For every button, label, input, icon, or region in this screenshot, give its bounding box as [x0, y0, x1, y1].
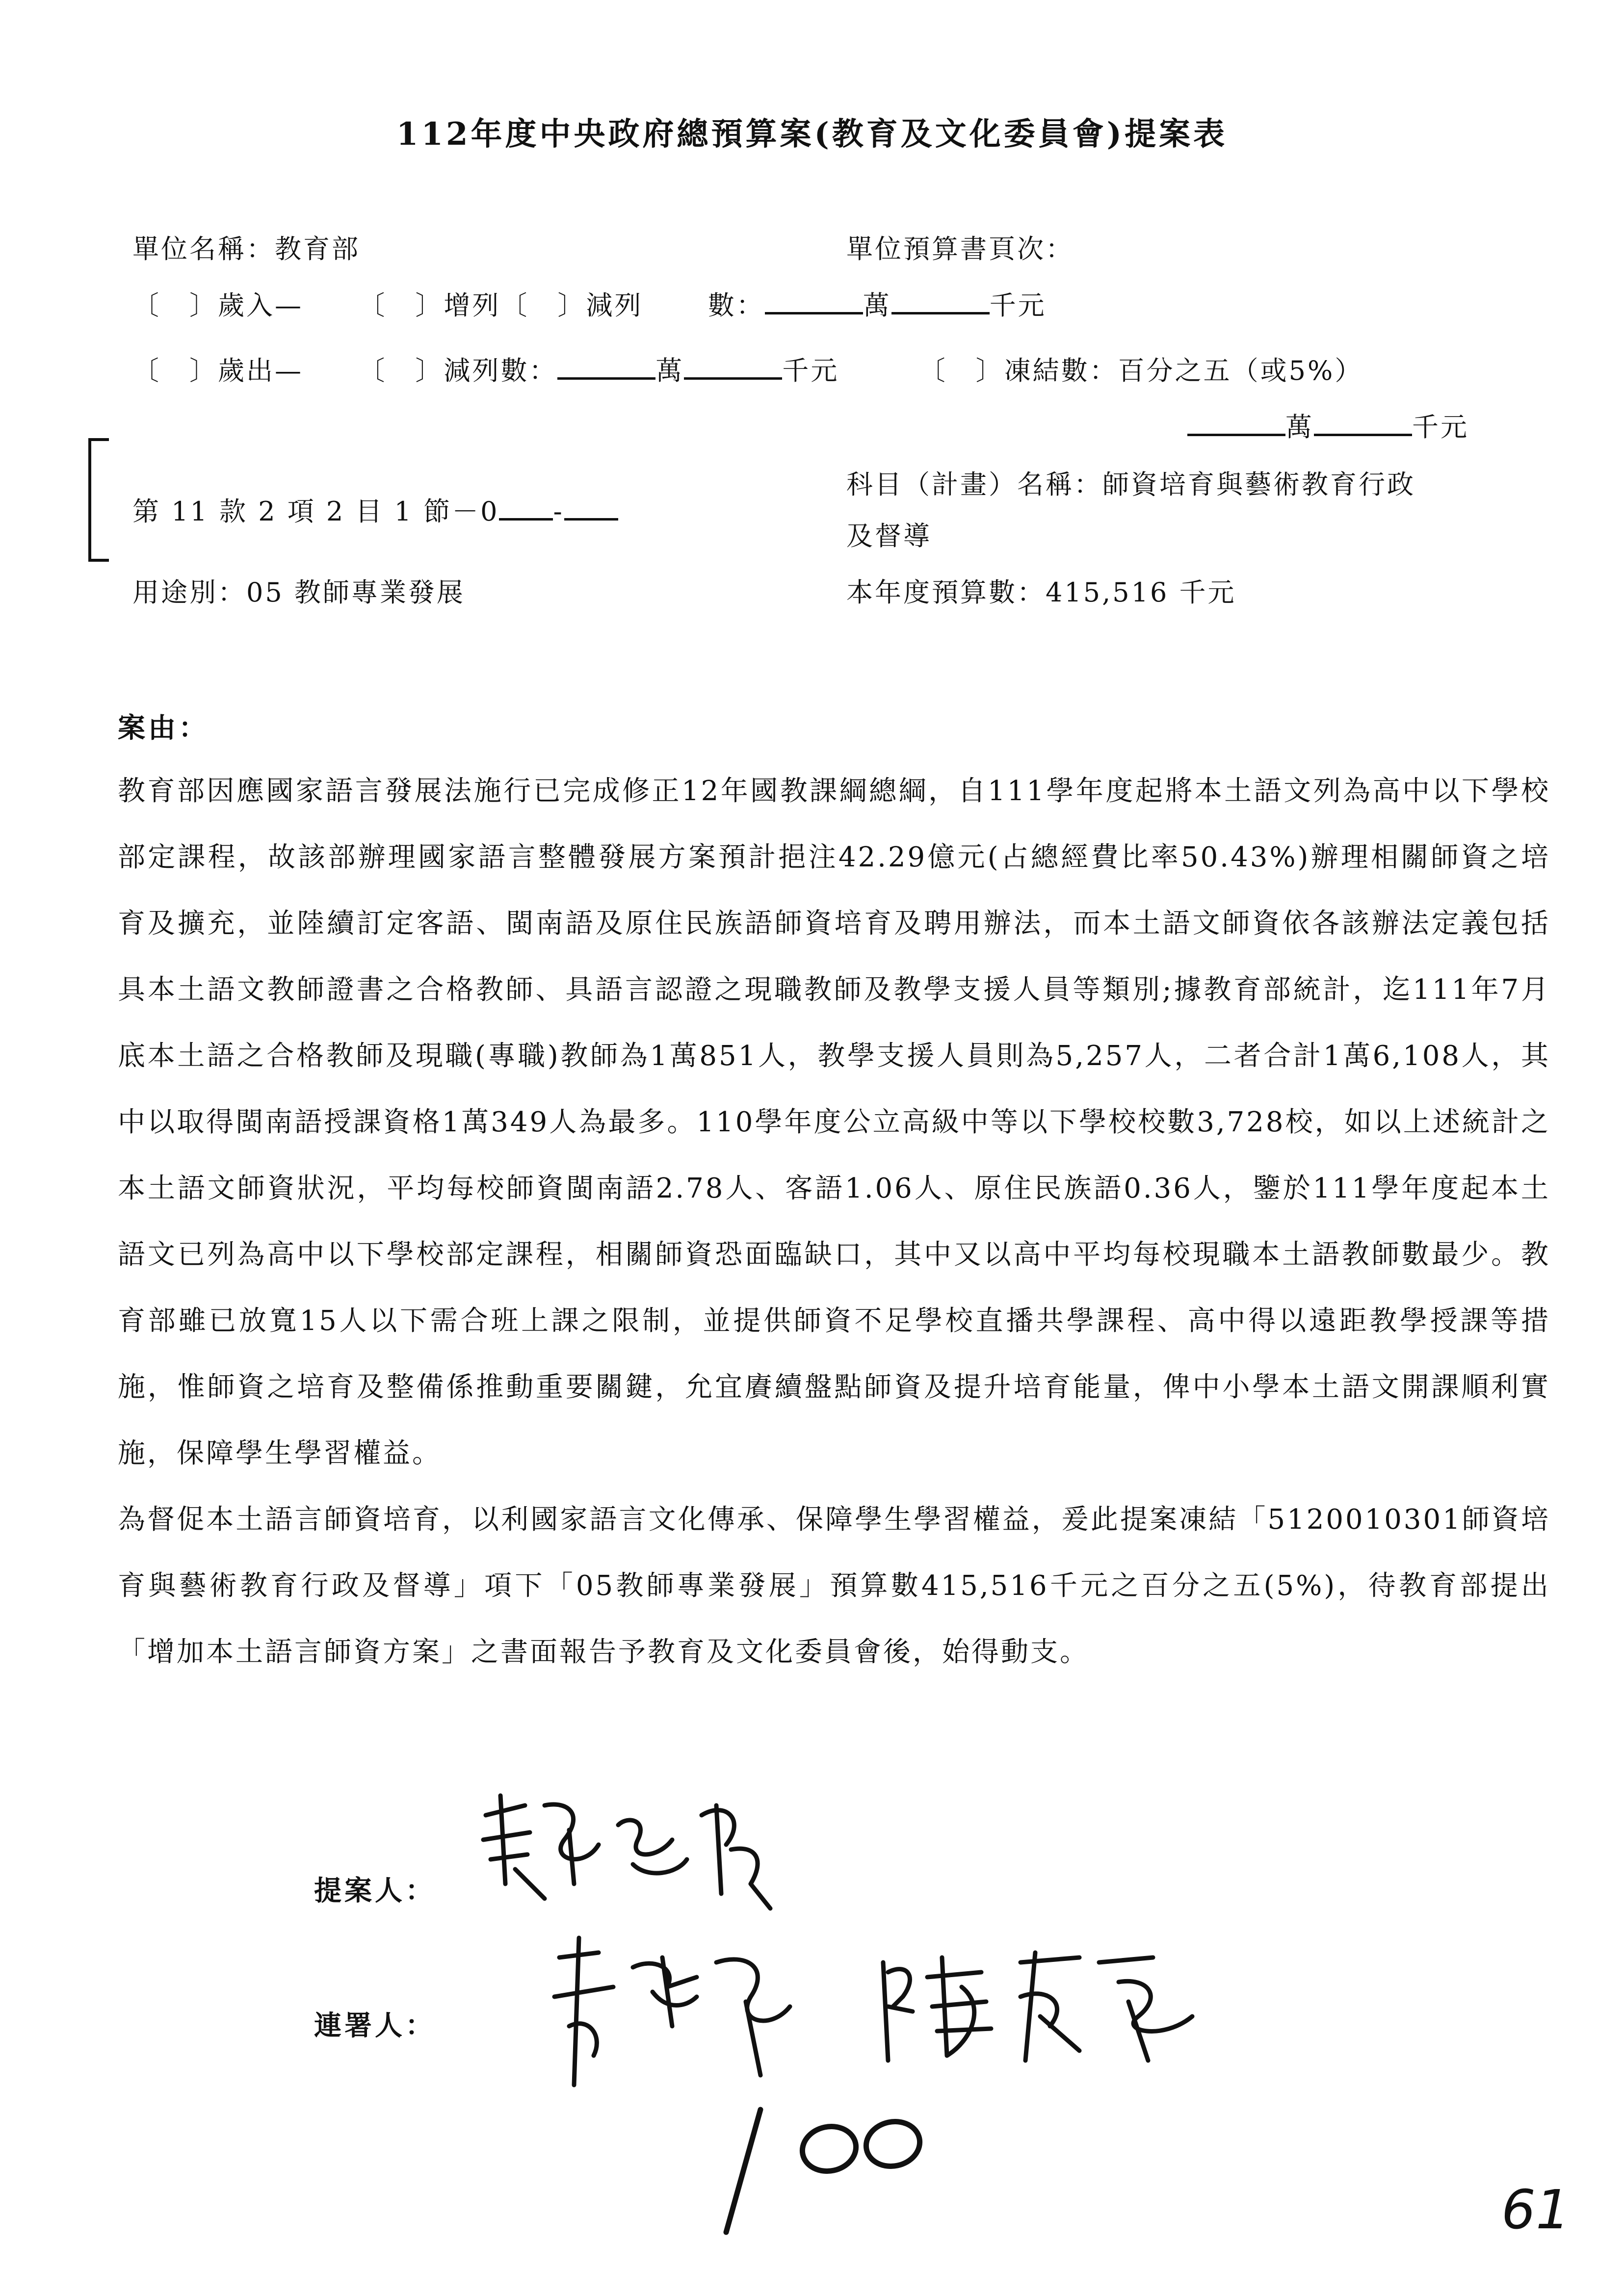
revenue-label: 歲入—	[218, 290, 303, 321]
expense-bracket: 〔 〕	[132, 355, 218, 386]
qian-unit: 千元	[1412, 412, 1469, 443]
reason-body	[118, 758, 1550, 1685]
item-code-text: 第 11 款 2 項 2 目 1 節－0	[132, 496, 499, 527]
reason-paragraph-2: 為督促本土語言師資培育，以利國家語言文化傳承、保障學生學習權益，爰此提案凍結「5120010301師資培育與藝術教育行政及督導」項下「05教師專業發展」預算數415,516千元之百分之五(5%)，待教育部提出「增加本土語言師資方案」之書面報告予教育及文化委員會後，始得動支。	[118, 1504, 1550, 1668]
item-code-blank-1	[499, 495, 553, 521]
item-code-bracket	[88, 438, 109, 562]
wan-blank	[1187, 410, 1285, 436]
item-code-blank-2	[564, 495, 618, 521]
wan-unit: 萬	[1285, 412, 1314, 443]
document-title: 112年度中央政府總預算案(教育及文化委員會)提案表	[396, 116, 1228, 153]
subject-name-line1: 科目（計畫）名稱：師資培育與藝術教育行政	[846, 469, 1415, 500]
increase-label: 增列	[444, 290, 501, 321]
decrease-amount-label: 減列數：	[444, 355, 558, 386]
freeze-bracket: 〔 〕	[918, 355, 1004, 386]
handwritten-count-icon	[707, 2090, 942, 2247]
decrease-bracket: 〔 〕	[500, 290, 586, 321]
qian-unit: 千元	[782, 355, 839, 386]
amount-label: 數：	[707, 290, 765, 321]
reason-label: 案由：	[118, 712, 209, 744]
wan-blank	[765, 288, 863, 314]
proposer-label: 提案人：	[314, 1875, 436, 1907]
cosigner-signature-1-icon	[540, 1928, 814, 2105]
expense-line	[132, 350, 1363, 388]
unit-budget-page: 單位預算書頁次：	[846, 234, 1074, 264]
wan-unit: 萬	[863, 290, 891, 321]
item-code-separator: -	[553, 496, 564, 527]
item-code	[132, 491, 618, 528]
revenue-line	[132, 285, 1047, 322]
unit-name: 單位名稱：教育部	[132, 234, 360, 264]
wan-blank	[557, 354, 655, 380]
decrease-label: 減列	[586, 290, 643, 321]
reason-paragraph-1: 教育部因應國家語言發展法施行已完成修正12年國教課綱總綱，自111學年度起將本土語文列為高中以下學校部定課程，故該部辦理國家語言整體發展方案預計挹注42.29億元(占總經費比率50.43%)辦理相關師資之培育及擴充，並陸續訂定客語、閩南語及原住民族語師資培育及聘用辦法，而本土語文師資依各該辦法定義包括具本土語文教師證書之合格教師、具語言認證之現職教師及教學支援人員等類別;據教育部統計，迄111年7月底本土語之合格教師及現職(專職)教師為1萬851人，教學支援人員則為5,257人，二者合計1萬6,108人，其中以取得閩南語授課資格1萬349人為最多。110學年度公立高級中等以下學校校數3,728校，如以上述統計之本土語文師資狀況，平均每校師資閩南語2.78人、客語1.06人、原住民族語0.36人，鑒於111學年度起本土語文已列為高中以下學校部定課程，相關師資恐面臨缺口，其中又以高中平均每校現職本土語教師數最少。教育部雖已放寬15人以下需合班上課之限制，並提供師資不足學校直播共學課程、高中得以遠距教學授課等措施，惟師資之培育及整備係推動重要關鍵，允宜賡續盤點師資及提升培育能量，俾中小學本土語文開課順利實施，保障學生學習權益。	[118, 775, 1550, 1469]
proposer-signature-icon	[471, 1786, 795, 1923]
annual-budget: 本年度預算數：415,516 千元	[846, 577, 1236, 608]
increase-bracket: 〔 〕	[358, 290, 444, 321]
qian-blank	[1314, 410, 1412, 436]
qian-blank	[891, 288, 990, 314]
page-number: 61	[1501, 2178, 1570, 2241]
freeze-label: 凍結數：百分之五（或5%）	[1004, 355, 1363, 386]
qian-unit: 千元	[989, 290, 1047, 321]
expense-label: 歲出—	[218, 355, 303, 386]
cosigner-signature-2-icon	[873, 1943, 1207, 2070]
wan-unit: 萬	[655, 355, 684, 386]
cosigner-label: 連署人：	[314, 2009, 436, 2042]
decrease-amount-bracket: 〔 〕	[358, 355, 444, 386]
freeze-amount-line	[1187, 406, 1469, 444]
subject-name-line2: 及督導	[846, 521, 932, 551]
qian-blank	[684, 354, 782, 380]
purpose: 用途別：05 教師專業發展	[132, 577, 465, 608]
revenue-bracket: 〔 〕	[132, 290, 218, 321]
